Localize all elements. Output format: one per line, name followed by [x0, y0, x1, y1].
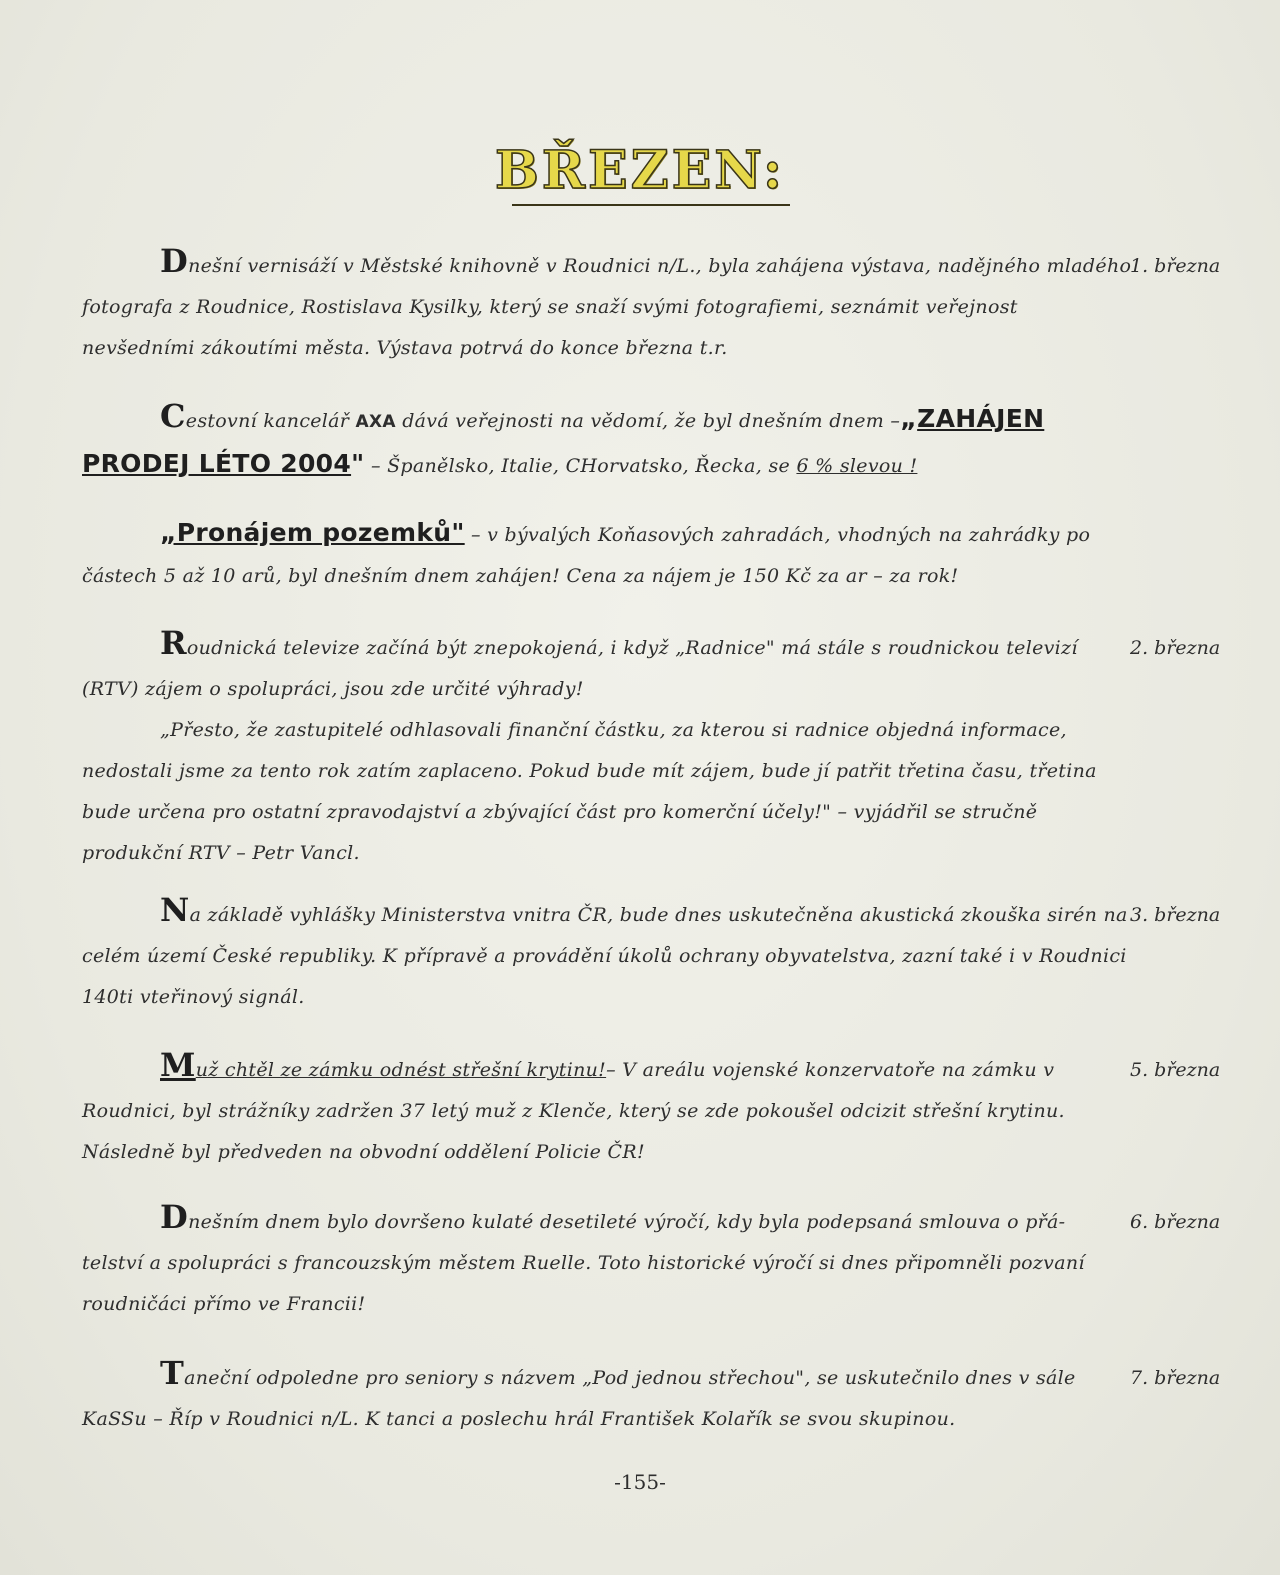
drop-cap: R: [160, 624, 187, 662]
entry-text: nešním dnem bylo dovršeno kulaté desetileté výročí, kdy byla podepsaná smlouva o přá- telství a spolupráci s francouzským městem Ruelle. Toto historické výročí si dnes připomněli pozvaní roudničáci přímo ve Francii!: [82, 1211, 1085, 1315]
entry-text: dává veřejnosti na vědomí, že byl dnešním dnem –: [402, 410, 901, 432]
entry-1: [82, 242, 1132, 369]
entry-2: [82, 398, 1132, 487]
entry-date: 7. března: [1130, 1367, 1221, 1389]
entry-7: [82, 1198, 1132, 1325]
entry-text: oudnická televize začíná být znepokojená, i když „Radnice" má stále s roudnickou televizí (RTV) zájem o spolupráci, jsou zde určité výhrady!: [82, 637, 1078, 700]
quote-close: ": [351, 449, 365, 478]
page-title: BŘEZEN:: [494, 140, 786, 201]
drop-cap: M: [160, 1046, 196, 1084]
drop-cap: T: [160, 1354, 185, 1392]
entry-8: [82, 1354, 1132, 1440]
entry-date: 1. března: [1130, 255, 1221, 277]
drop-cap: N: [160, 891, 190, 929]
announcement-headline: „Pronájem pozemků": [160, 518, 465, 547]
quote-open: „: [900, 404, 918, 433]
entry-date: 2. března: [1130, 637, 1221, 659]
entry-4: [82, 624, 1132, 874]
entry-date: 3. března: [1130, 904, 1221, 926]
page-number: -155-: [614, 1470, 666, 1494]
entry-date: 5. března: [1130, 1059, 1221, 1081]
announcement-headline: už chtěl ze zámku odnést střešní krytinu!: [195, 1059, 607, 1081]
entry-text: nešní vernisáží v Městské knihovně v Roudnici n/L., byla zahájena výstava, nadějného mladého fotografa z Roudnice, Rostislava Kysilky, který se snaží svými fotografiemi, seznámit veřejnost nevšedními zákoutími města. Výstava potrvá do konce března t.r.: [82, 255, 1132, 359]
announcement-headline: ZAHÁJEN PRODEJ LÉTO 2004: [82, 404, 1045, 478]
entry-3: [82, 512, 1132, 597]
entry-6: [82, 1046, 1132, 1173]
title-underline: [512, 204, 790, 206]
entry-text: – V areálu vojenské konzervatoře na zámku v Roudnici, byl strážníky zadržen 37 letý muž z Klenče, který se zde pokoušel odcizit střešní krytinu. Následně byl předveden na obvodní oddělení Policie ČR!: [82, 1059, 1065, 1163]
entry-text: a základě vyhlášky Ministerstva vnitra ČR, bude dnes uskutečněna akustická zkouška sirén na celém území České republiky. K přípravě a provádění úkolů ochrany obyvatelstva, zazní také i v Roudnici 140ti vteřinový signál.: [82, 904, 1128, 1008]
drop-cap: C: [160, 397, 186, 435]
discount-text: 6 % slevou !: [796, 455, 918, 477]
drop-cap: D: [160, 1198, 189, 1236]
entry-text: estovní kancelář: [185, 410, 350, 432]
entry-text: – v bývalých Koňasových zahradách, vhodných na zahrádky po částech 5 až 10 arů, byl dnešním dnem zahájen! Cena za nájem je 150 Kč za ar – za rok!: [82, 524, 1091, 587]
drop-cap: D: [160, 242, 189, 280]
entry-text: aneční odpoledne pro seniory s názvem „Pod jednou střechou", se uskutečnilo dnes v sále KaSSu – Říp v Roudnici n/L. K tanci a poslechu hrál František Kolařík se svou skupinou.: [82, 1367, 1076, 1430]
entry-text: – Španělsko, Italie, CHorvatsko, Řecka, se: [370, 455, 791, 477]
quote-text: „Přesto, že zastupitelé odhlasovali finanční částku, za kterou si radnice objedná informace, nedostali jsme za tento rok zatím zaplaceno. Pokud bude mít zájem, bude jí patřit třetina času, třetina bude určena pro ostatní zpravodajství a zbývající část pro komerční účely!" – vyjádřil se stručně produkční RTV – Petr Vancl.: [82, 719, 1097, 864]
entry-date: 6. března: [1130, 1211, 1221, 1233]
entry-5: [82, 891, 1132, 1018]
brand-name: AXA: [355, 412, 396, 432]
